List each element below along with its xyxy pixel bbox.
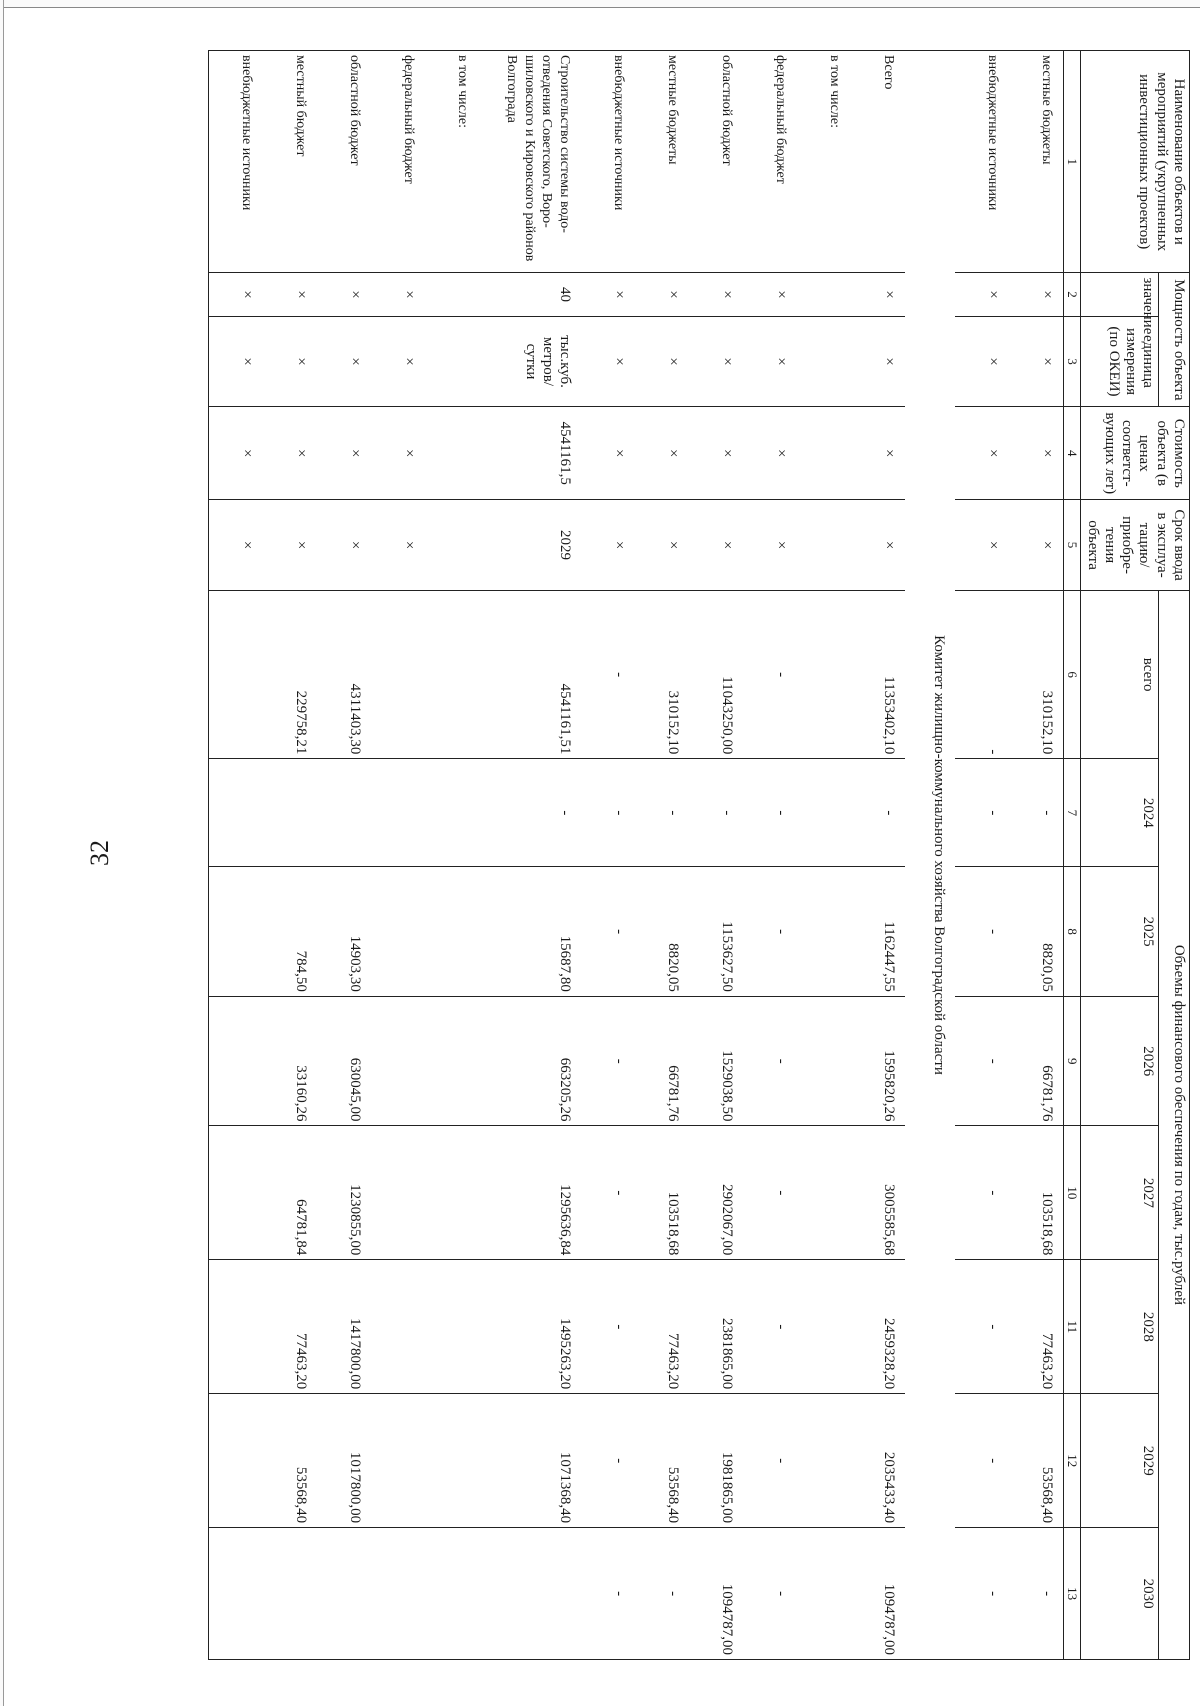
table-row [955,51,1009,1660]
project-2026: 663205,26 [479,996,581,1126]
row-2030: 1094787,00 [689,1528,743,1660]
scan-left-edge [0,0,4,1706]
row-2027: 103518,68 [635,1126,689,1260]
row-2026: 1595820,26 [851,996,905,1126]
row-2028: - [581,1260,635,1394]
header-funding: Объемы финансового обеспечения по годам, тыс.рублей [1159,590,1190,1659]
row-cost: × [743,407,797,500]
row-2029: 53568,40 [635,1394,689,1528]
project-name: Строительство системы водо- отведения Советского, Воро- шиловского и Кировского районов Волгограда [479,51,581,273]
row-name: Всего [851,51,905,273]
row-2028 [208,1260,263,1394]
row-2030: - [1009,1528,1064,1660]
row-2026: 33160,26 [263,996,317,1126]
row-term: × [371,500,425,591]
row-2030: 1094787,00 [851,1528,905,1660]
row-2026 [797,996,851,1126]
row-total [797,590,851,758]
row-cost: × [208,407,263,500]
row-2029 [425,1394,479,1528]
row-unit: × [743,316,797,407]
header-year: 2027 [1081,1126,1159,1260]
row-cost [797,407,851,500]
row-2025: 1162447,55 [851,867,905,997]
header-cost: Стоимость объекта (в ценах соответст- вующих лет) [1081,407,1190,500]
row-value: × [635,273,689,316]
row-2025 [797,867,851,997]
row-name: местные бюджеты [1009,51,1064,273]
header-year: 2028 [1081,1260,1159,1394]
row-2024 [797,759,851,867]
project-term: 2029 [479,500,581,591]
row-value: × [689,273,743,316]
row-value: × [851,273,905,316]
row-2028 [371,1260,425,1394]
row-2029: 53568,40 [263,1394,317,1528]
column-number: 11 [1063,1260,1081,1394]
row-name: внебюджетные источники [208,51,263,273]
table-row [371,51,425,1660]
row-name: федеральный бюджет [743,51,797,273]
row-cost: × [1009,407,1064,500]
row-unit [425,316,479,407]
row-2030 [317,1528,371,1660]
row-2029: 1981865,00 [689,1394,743,1528]
row-2024 [208,759,263,867]
row-2028: - [743,1260,797,1394]
row-value: × [263,273,317,316]
row-term [797,500,851,591]
header-name: Наименование объектов и мероприятий (укрупненных инвестиционных проектов) [1081,51,1190,273]
table-row [1009,51,1064,1660]
row-name: местный бюджет [263,51,317,273]
row-2028: 77463,20 [635,1260,689,1394]
row-2030: - [743,1528,797,1660]
row-2027: 1230855,00 [317,1126,371,1260]
row-unit: × [371,316,425,407]
row-2026 [371,996,425,1126]
row-2028: - [955,1260,1009,1394]
row-total: 11043250,00 [689,590,743,758]
row-name: в том числе: [425,51,479,273]
row-cost: × [263,407,317,500]
column-number: 3 [1063,316,1081,407]
row-2028: 1417800,00 [317,1260,371,1394]
row-2026: 1529038,50 [689,996,743,1126]
row-2024 [371,759,425,867]
row-unit: × [955,316,1009,407]
row-2025: - [581,867,635,997]
column-number: 10 [1063,1126,1081,1260]
row-2027 [208,1126,263,1260]
row-2025: 14903,30 [317,867,371,997]
project-cost: 4541161,5 [479,407,581,500]
row-name: внебюджетные источники [955,51,1009,273]
row-value: × [955,273,1009,316]
column-number: 2 [1063,273,1081,316]
row-2030: - [635,1528,689,1660]
funding-table [208,50,1190,1660]
row-2024 [263,759,317,867]
column-number-row [1063,51,1081,1660]
row-2025: - [955,867,1009,997]
row-unit: × [851,316,905,407]
row-2030 [263,1528,317,1660]
row-name: федеральный бюджет [371,51,425,273]
row-2024: - [1009,759,1064,867]
row-2028: 2459328,20 [851,1260,905,1394]
row-2026: 66781,76 [635,996,689,1126]
project-2030 [479,1528,581,1660]
row-2024: - [851,759,905,867]
table-row [635,51,689,1660]
column-number: 5 [1063,500,1081,591]
section-title: Комитет жилищно-коммунального хозяйства Волгоградской области [905,51,955,1660]
row-term: × [208,500,263,591]
row-term: × [263,500,317,591]
table-row [317,51,371,1660]
row-2030 [425,1528,479,1660]
row-name: местные бюджеты [635,51,689,273]
row-2030 [371,1528,425,1660]
row-2025 [425,867,479,997]
row-2029 [797,1394,851,1528]
column-number: 1 [1063,51,1081,273]
row-total [208,590,263,758]
table-row [581,51,635,1660]
row-2026 [425,996,479,1126]
header-year: 2029 [1081,1394,1159,1528]
row-2026: 66781,76 [1009,996,1064,1126]
row-2024 [317,759,371,867]
row-cost: × [371,407,425,500]
row-unit: × [689,316,743,407]
column-number: 12 [1063,1394,1081,1528]
project-total: 4541161,51 [479,590,581,758]
row-name: областной бюджет [689,51,743,273]
column-number: 13 [1063,1528,1081,1660]
header-year: 2025 [1081,867,1159,997]
row-2024: - [743,759,797,867]
row-2027: 103518,68 [1009,1126,1064,1260]
header-unit: единица измерения (по ОКЕИ) [1081,316,1159,407]
row-value: × [208,273,263,316]
row-2028 [797,1260,851,1394]
row-2027 [371,1126,425,1260]
table-row [689,51,743,1660]
row-2030: - [581,1528,635,1660]
table-row [797,51,851,1660]
row-value [425,273,479,316]
row-value: × [743,273,797,316]
row-2028: 2381865,00 [689,1260,743,1394]
table-row [263,51,317,1660]
row-2026 [208,996,263,1126]
row-cost: × [689,407,743,500]
header-term: Срок ввода в эксплуа- тацию/ приобре- тения объекта [1081,500,1190,591]
row-cost: × [317,407,371,500]
row-total: 310152,10 [635,590,689,758]
column-number: 8 [1063,867,1081,997]
row-term: × [743,500,797,591]
row-2028: 77463,20 [263,1260,317,1394]
row-2029: - [955,1394,1009,1528]
row-2024: - [955,759,1009,867]
table-row [743,51,797,1660]
row-name: в том числе: [797,51,851,273]
row-total: 4311403,30 [317,590,371,758]
row-value: × [1009,273,1064,316]
row-term: × [955,500,1009,591]
row-total [371,590,425,758]
row-cost: × [581,407,635,500]
project-value: 40 [479,273,581,316]
column-number: 7 [1063,759,1081,867]
row-unit: × [208,316,263,407]
row-name: областной бюджет [317,51,371,273]
row-2027 [797,1126,851,1260]
row-2029: 53568,40 [1009,1394,1064,1528]
row-2024: - [635,759,689,867]
row-2025: 8820,05 [635,867,689,997]
header-year: 2024 [1081,759,1159,867]
row-2027 [425,1126,479,1260]
row-2025: 1153627,50 [689,867,743,997]
row-value: × [581,273,635,316]
row-2027: - [581,1126,635,1260]
header-capacity: Мощность объекта [1159,273,1190,407]
row-cost [425,407,479,500]
row-name: внебюджетные источники [581,51,635,273]
row-term: × [1009,500,1064,591]
row-2025: 784,50 [263,867,317,997]
row-total [425,590,479,758]
row-2027: 64781,84 [263,1126,317,1260]
row-2028 [425,1260,479,1394]
row-2026: 630045,00 [317,996,371,1126]
row-term: × [689,500,743,591]
row-term: × [317,500,371,591]
row-2027: 3005585,68 [851,1126,905,1260]
section-title-row [905,51,955,1660]
header-total: всего [1081,590,1159,758]
row-unit [797,316,851,407]
header-year: 2030 [1081,1528,1159,1660]
row-unit: × [635,316,689,407]
row-value: × [371,273,425,316]
row-term [425,500,479,591]
row-total: 11353402,10 [851,590,905,758]
table-row [425,51,479,1660]
row-2029: - [743,1394,797,1528]
project-2024: - [479,759,581,867]
table-row [208,51,263,1660]
project-unit: тыс.куб. метров/ сутки [479,316,581,407]
row-total: - [955,590,1009,758]
row-unit: × [1009,316,1064,407]
table-row [851,51,905,1660]
column-number: 9 [1063,996,1081,1126]
row-2029 [208,1394,263,1528]
row-2027: - [955,1126,1009,1260]
row-2027: 2902067,00 [689,1126,743,1260]
project-2025: 15687,80 [479,867,581,997]
row-2025: - [743,867,797,997]
column-number: 4 [1063,407,1081,500]
project-row [479,51,581,1660]
rotated-table-container [130,50,1190,1660]
row-cost: × [851,407,905,500]
header-value: значение [1081,273,1159,316]
row-total: - [743,590,797,758]
row-total: 229758,21 [263,590,317,758]
row-total: - [581,590,635,758]
row-2026: - [955,996,1009,1126]
column-number: 6 [1063,590,1081,758]
row-2030 [208,1528,263,1660]
row-unit: × [581,316,635,407]
row-2026: - [581,996,635,1126]
row-2029: 1017800,00 [317,1394,371,1528]
row-2025 [208,867,263,997]
page-number: 32 [85,840,114,866]
row-unit: × [263,316,317,407]
row-cost: × [635,407,689,500]
row-2025 [371,867,425,997]
row-term: × [635,500,689,591]
row-term: × [851,500,905,591]
project-2028: 1495263,20 [479,1260,581,1394]
row-2027: - [743,1126,797,1260]
row-2030 [797,1528,851,1660]
scan-top-edge [0,0,1200,8]
row-2028: 77463,20 [1009,1260,1064,1394]
row-unit: × [317,316,371,407]
row-2030: - [955,1528,1009,1660]
project-2027: 1295636,84 [479,1126,581,1260]
row-2024: - [689,759,743,867]
row-cost: × [955,407,1009,500]
row-term: × [581,500,635,591]
row-value: × [317,273,371,316]
row-2029: 2035433,40 [851,1394,905,1528]
row-value [797,273,851,316]
row-2029: - [581,1394,635,1528]
row-2029 [371,1394,425,1528]
row-2024 [425,759,479,867]
row-total: 310152,10 [1009,590,1064,758]
row-2024: - [581,759,635,867]
project-2029: 1071368,40 [479,1394,581,1528]
row-2025: 8820,05 [1009,867,1064,997]
header-year: 2026 [1081,996,1159,1126]
row-2026: - [743,996,797,1126]
